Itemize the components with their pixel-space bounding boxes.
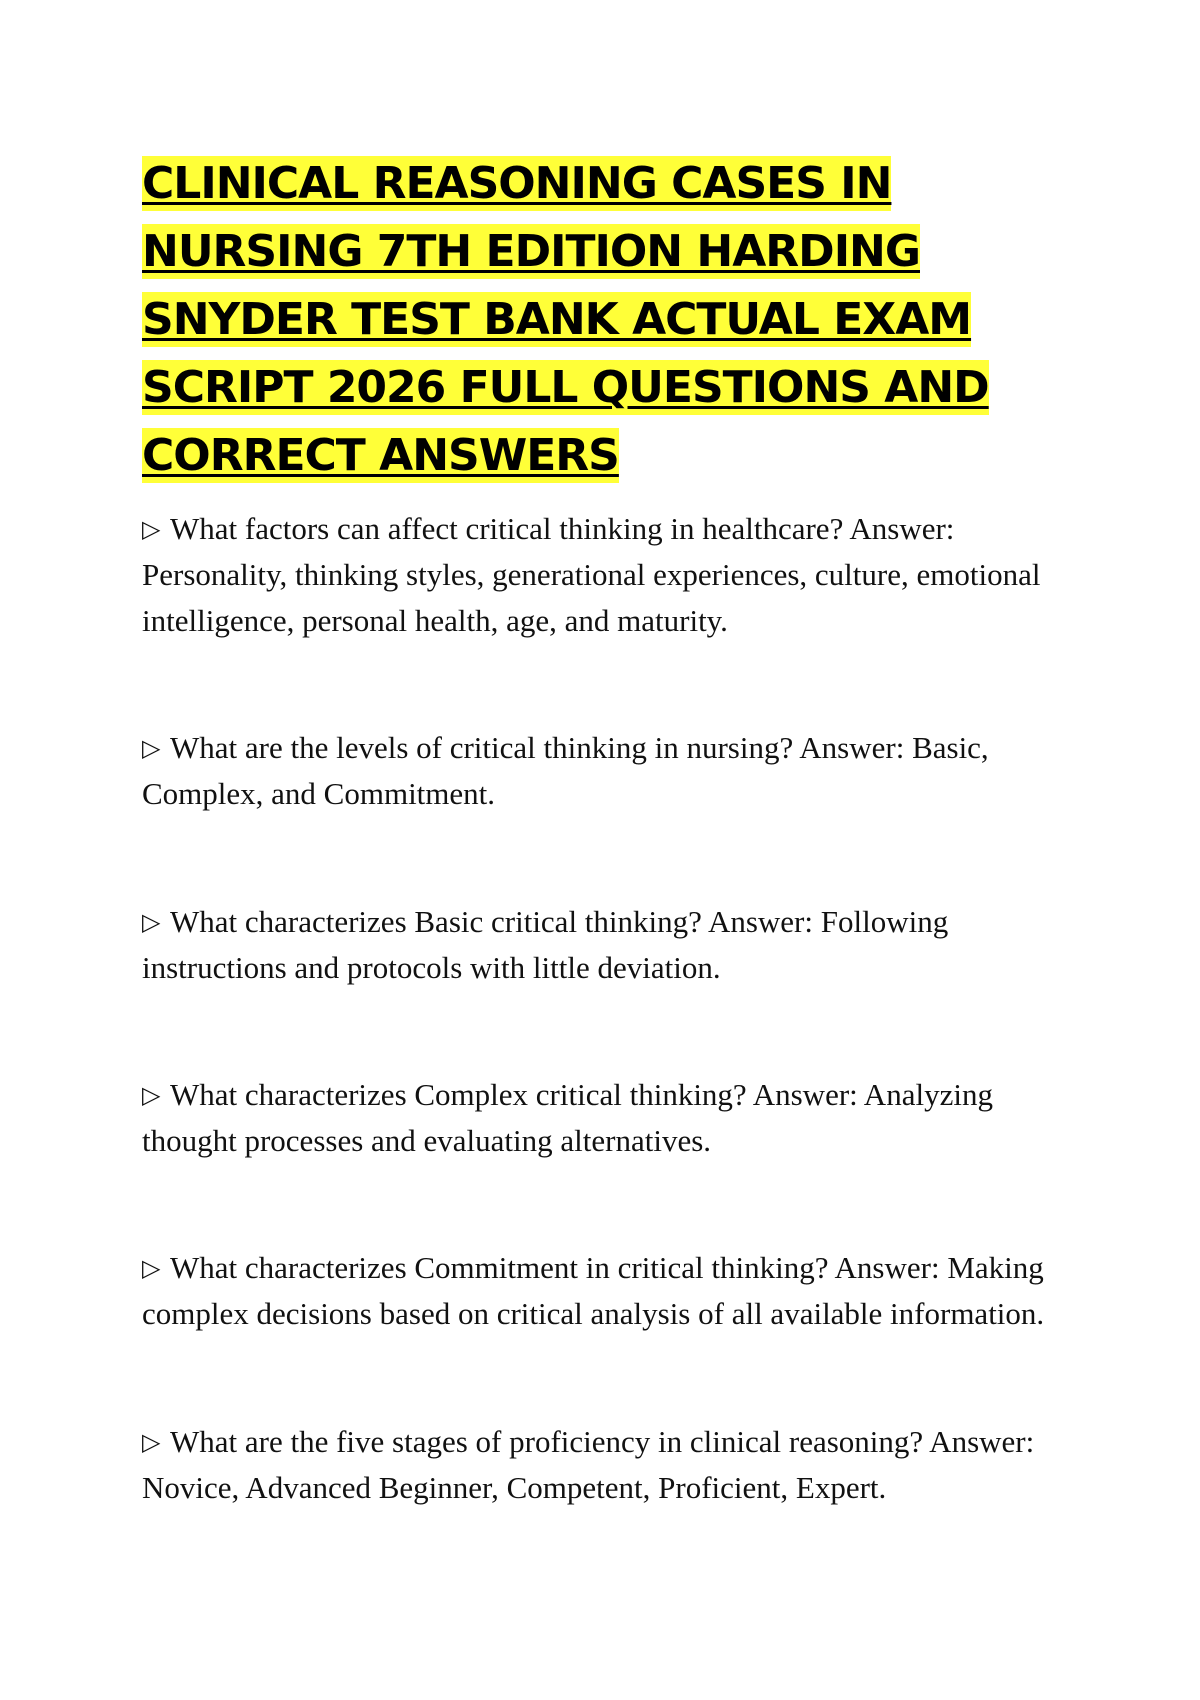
triangle-marker-icon: ▷ [142, 1081, 161, 1109]
triangle-marker-icon: ▷ [142, 734, 161, 762]
qa-item-1 [142, 506, 1082, 644]
title-highlight: CLINICAL REASONING CASES IN NURSING 7TH EDITION HARDING SNYDER TEST BANK ACTUAL EXAM SCRIPT 2026 FULL QUESTIONS AND CORRECT ANSWERS [142, 158, 989, 481]
qa-text: What characterizes Commitment in critical thinking? Answer: Making complex decisions based on critical analysis of all available information. [142, 1250, 1045, 1331]
qa-text: What factors can affect critical thinking in healthcare? Answer: Personality, thinking styles, generational experiences, culture, emotional intelligence, personal health, age, and maturity. [142, 511, 1041, 638]
triangle-marker-icon: ▷ [142, 908, 161, 936]
qa-item-3 [142, 899, 1082, 991]
qa-item-6 [142, 1419, 1082, 1511]
document-title [142, 150, 1102, 490]
qa-text: What characterizes Basic critical thinking? Answer: Following instructions and protocols with little deviation. [142, 904, 949, 985]
triangle-marker-icon: ▷ [142, 1428, 161, 1456]
qa-item-4 [142, 1072, 1082, 1164]
qa-text: What are the five stages of proficiency in clinical reasoning? Answer: Novice, Advanced Beginner, Competent, Proficient, Expert. [142, 1424, 1035, 1505]
qa-item-5 [142, 1245, 1082, 1337]
triangle-marker-icon: ▷ [142, 515, 161, 543]
triangle-marker-icon: ▷ [142, 1254, 161, 1282]
qa-item-2 [142, 725, 1082, 817]
qa-text: What are the levels of critical thinking in nursing? Answer: Basic, Complex, and Commitment. [142, 730, 989, 811]
qa-text: What characterizes Complex critical thinking? Answer: Analyzing thought processes and evaluating alternatives. [142, 1077, 993, 1158]
